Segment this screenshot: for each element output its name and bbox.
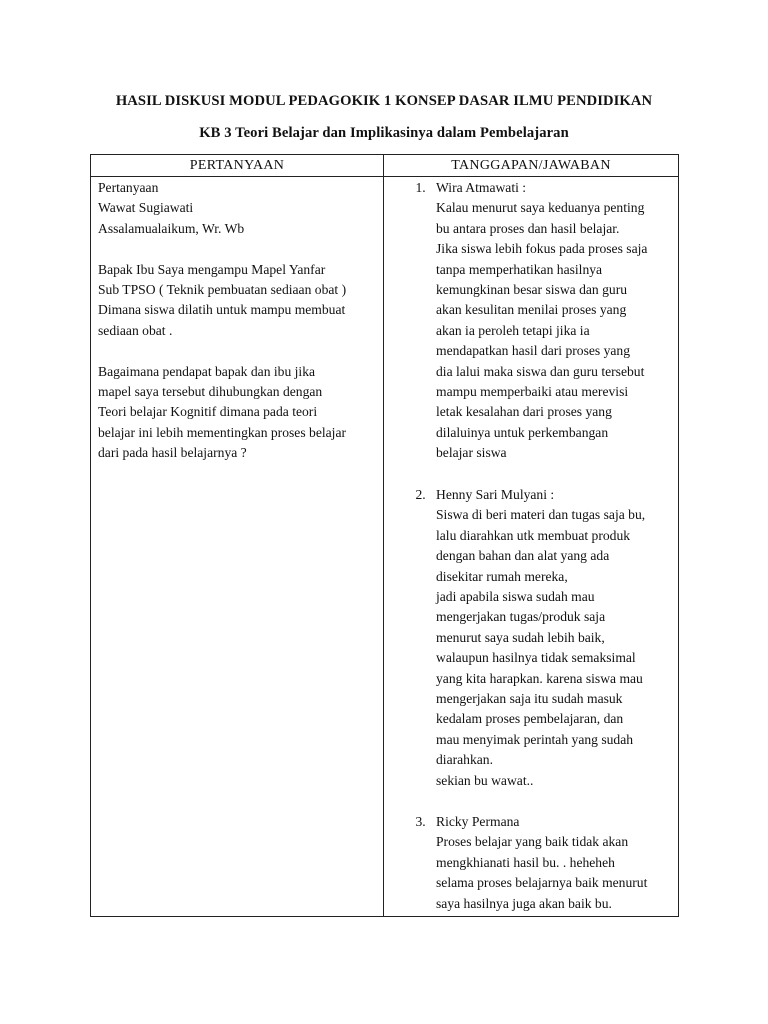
answer-line: dilaluinya untuk perkembangan (436, 424, 609, 440)
answer-line: kemungkinan besar siswa dan guru (436, 282, 628, 298)
answer-line: mendapatkan hasil dari proses yang (436, 343, 631, 359)
question-line: sediaan obat . (98, 322, 173, 338)
question-line: belajar ini lebih mementingkan proses belajar (98, 424, 346, 440)
question-block-ask (98, 362, 346, 464)
answer-line: kedalam proses pembelajaran, dan (436, 711, 624, 727)
question-line: Pertanyaan (98, 180, 159, 195)
question-line: Wawat Sugiawati (98, 200, 194, 216)
answer-number: 2. (415, 487, 426, 502)
answer-line: mengkhianati hasil bu. . heheheh (436, 854, 615, 870)
answer-line: Siswa di beri materi dan tugas saja bu, (436, 507, 646, 523)
answer-line: jadi apabila siswa sudah mau (436, 589, 595, 605)
answer-line: diarahkan. (436, 752, 493, 768)
question-line: Bapak Ibu Saya mengampu Mapel Yanfar (98, 261, 326, 277)
answer-author: Wira Atmawati : (436, 180, 527, 195)
answer-line: sekian bu wawat.. (436, 772, 534, 788)
discussion-table (90, 154, 679, 917)
answer-number: 3. (415, 814, 426, 829)
answer-line: mengerjakan saja itu sudah masuk (436, 691, 623, 707)
answer-line: menurut saya sudah lebih baik, (436, 629, 605, 645)
answer-line: bu antara proses dan hasil belajar. (436, 220, 620, 236)
answer-line: belajar siswa (436, 445, 507, 461)
question-line: Teori belajar Kognitif dimana pada teori (98, 404, 318, 420)
answer-line: saya hasilnya juga akan baik bu. (436, 895, 612, 911)
header-tanggapan: TANGGAPAN/JAWABAN (451, 158, 611, 173)
answer-author: Ricky Permana (436, 814, 520, 829)
question-line: Assalamualaikum, Wr. Wb (98, 220, 245, 236)
answer-line: letak kesalahan dari proses yang (436, 404, 612, 420)
answer-item (416, 485, 645, 791)
answer-line: tanpa memperhatikan hasilnya (436, 261, 603, 277)
answer-author: Henny Sari Mulyani : (436, 487, 555, 502)
answer-line: yang kita harapkan. karena siswa mau (436, 670, 643, 686)
answer-line: lalu diarahkan utk membuat produk (436, 527, 631, 543)
answer-line: akan ia peroleh tetapi jika ia (436, 322, 590, 338)
answer-line: dengan bahan dan alat yang ada (436, 548, 610, 564)
answer-body (436, 812, 647, 914)
answer-line: selama proses belajarnya baik menurut (436, 875, 648, 891)
column-divider (383, 155, 384, 916)
answer-line: akan kesulitan menilai proses yang (436, 302, 627, 318)
answer-line: mampu memperbaiki atau merevisi (436, 384, 629, 400)
header-divider (91, 176, 678, 177)
answer-line: mau menyimak perintah yang sudah (436, 731, 634, 747)
answer-line: walaupun hasilnya tidak semaksimal (436, 650, 636, 666)
question-line: Dimana siswa dilatih untuk mampu membuat (98, 302, 346, 318)
question-cell (98, 178, 346, 464)
question-block-context (98, 260, 346, 342)
answer-line: Kalau menurut saya keduanya penting (436, 200, 645, 216)
answer-line: Proses belajar yang baik tidak akan (436, 834, 629, 850)
question-line: Sub TPSO ( Teknik pembuatan sediaan obat ) (98, 282, 347, 298)
answer-line: dia lalui maka siswa dan guru tersebut (436, 363, 645, 379)
header-pertanyaan: PERTANYAAN (189, 158, 285, 173)
answer-item (416, 812, 647, 914)
answer-body (436, 178, 647, 464)
answer-number: 1. (415, 180, 426, 195)
question-line: dari pada hasil belajarnya ? (98, 445, 247, 461)
answer-line: disekitar rumah mereka, (436, 568, 568, 584)
question-line: Bagaimana pendapat bapak dan ibu jika (98, 363, 316, 379)
document-subtitle: KB 3 Teori Belajar dan Implikasinya dalam Pembelajaran (199, 125, 569, 141)
answer-body (436, 485, 645, 791)
answer-line: Jika siswa lebih fokus pada proses saja (436, 241, 648, 257)
answer-item (416, 178, 647, 464)
question-line: mapel saya tersebut dihubungkan dengan (98, 384, 323, 400)
question-block-greeting (98, 178, 346, 239)
answer-line: mengerjakan tugas/produk saja (436, 609, 606, 625)
document-title: HASIL DISKUSI MODUL PEDAGOKIK 1 KONSEP DASAR ILMU PENDIDIKAN (115, 93, 653, 109)
